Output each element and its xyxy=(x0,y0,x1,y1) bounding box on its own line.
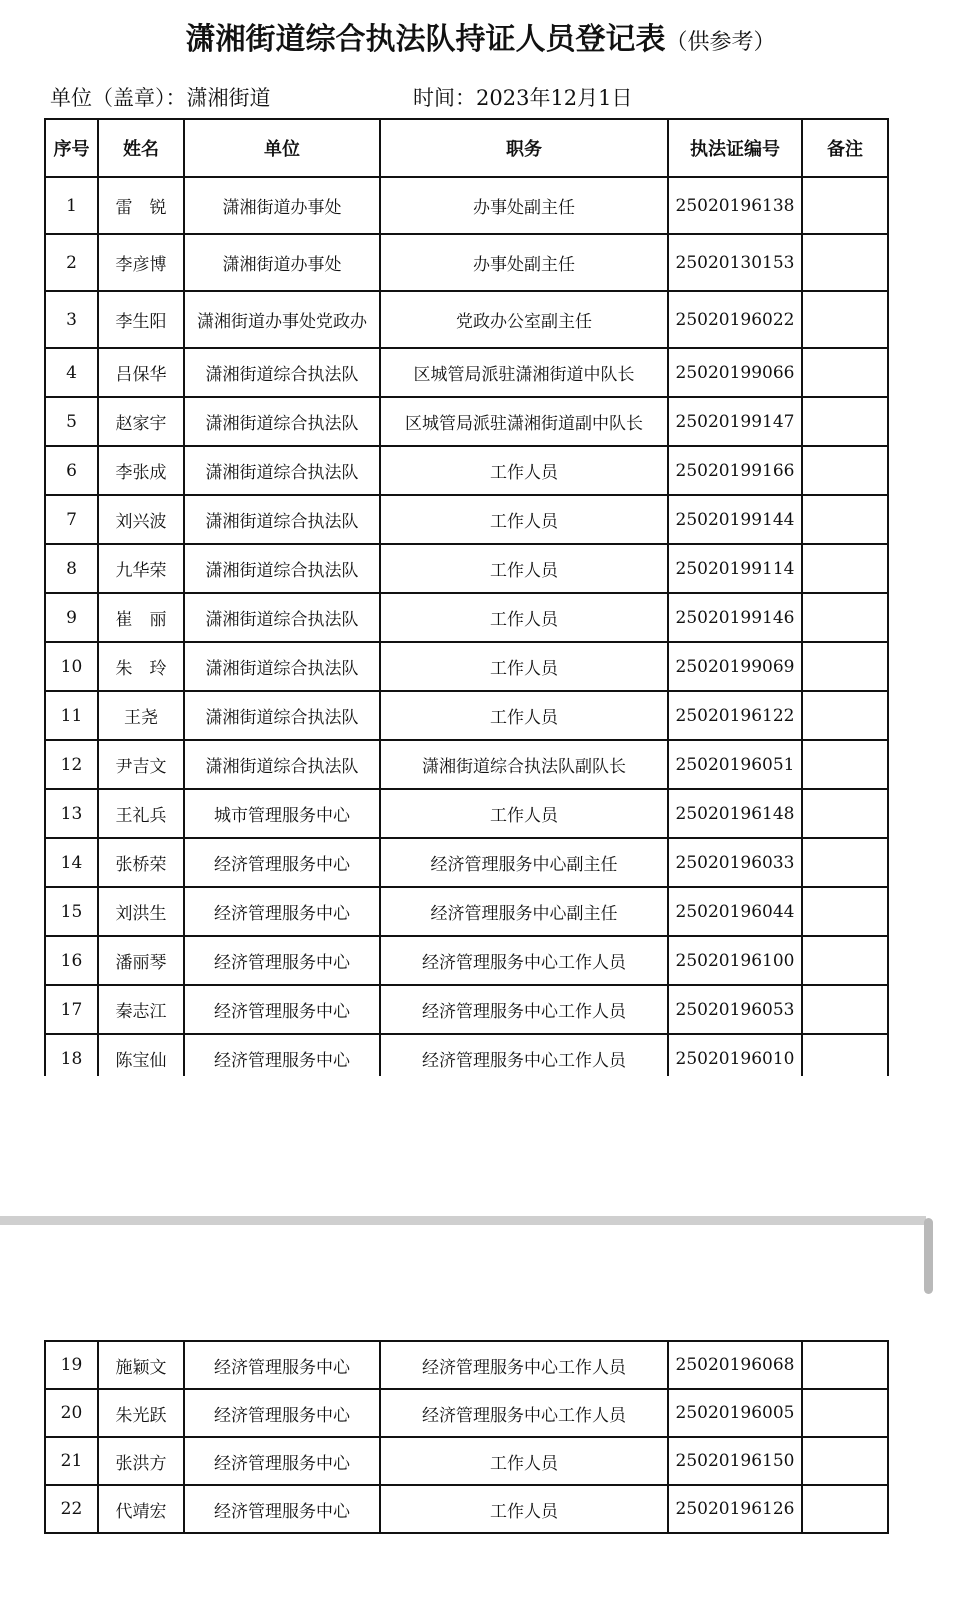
cell-remark xyxy=(802,789,888,838)
cell-position: 经济管理服务中心工作人员 xyxy=(380,1341,668,1389)
cell-cert: 25020196068 xyxy=(668,1341,802,1389)
table-row xyxy=(45,691,888,740)
cell-remark xyxy=(802,936,888,985)
cell-unit: 潇湘街道综合执法队 xyxy=(184,593,380,642)
cell-name: 代靖宏 xyxy=(98,1485,184,1533)
cell-remark xyxy=(802,446,888,495)
cell-name: 张洪方 xyxy=(98,1437,184,1485)
cell-remark xyxy=(802,838,888,887)
cell-unit: 经济管理服务中心 xyxy=(184,936,380,985)
cell-position: 党政办公室副主任 xyxy=(380,291,668,348)
table-row xyxy=(45,544,888,593)
cell-position: 工作人员 xyxy=(380,1485,668,1533)
cell-no: 11 xyxy=(45,691,98,740)
cell-cert: 25020196150 xyxy=(668,1437,802,1485)
table-header-row xyxy=(45,119,888,177)
cell-remark xyxy=(802,291,888,348)
cell-unit: 潇湘街道综合执法队 xyxy=(184,642,380,691)
cell-cert: 25020196051 xyxy=(668,740,802,789)
cell-no: 14 xyxy=(45,838,98,887)
cell-cert: 25020196122 xyxy=(668,691,802,740)
unit-value: 潇湘街道 xyxy=(186,86,271,110)
cell-cert: 25020196148 xyxy=(668,789,802,838)
cell-remark xyxy=(802,691,888,740)
cell-name: 朱光跃 xyxy=(98,1389,184,1437)
cell-remark xyxy=(802,397,888,446)
cell-unit: 潇湘街道综合执法队 xyxy=(184,446,380,495)
header-remark: 备注 xyxy=(802,119,888,177)
time-line xyxy=(413,82,633,112)
cell-cert: 25020199066 xyxy=(668,348,802,397)
cell-position: 工作人员 xyxy=(380,593,668,642)
cell-no: 4 xyxy=(45,348,98,397)
cell-remark xyxy=(802,544,888,593)
cell-name: 王礼兵 xyxy=(98,789,184,838)
cell-name: 崔 丽 xyxy=(98,593,184,642)
cell-remark xyxy=(802,348,888,397)
table-row xyxy=(45,887,888,936)
table-row xyxy=(45,642,888,691)
cell-remark xyxy=(802,740,888,789)
cell-position: 经济管理服务中心工作人员 xyxy=(380,1389,668,1437)
cell-position: 区城管局派驻潇湘街道中队长 xyxy=(380,348,668,397)
cell-name: 李彦博 xyxy=(98,234,184,291)
cell-remark xyxy=(802,177,888,234)
cell-no: 9 xyxy=(45,593,98,642)
cell-cert: 25020196022 xyxy=(668,291,802,348)
unit-label: 单位（盖章）： xyxy=(50,86,187,110)
table-row xyxy=(45,789,888,838)
cell-cert: 25020196100 xyxy=(668,936,802,985)
cell-position: 区城管局派驻潇湘街道副中队长 xyxy=(380,397,668,446)
cell-unit: 经济管理服务中心 xyxy=(184,1437,380,1485)
cell-name: 雷 锐 xyxy=(98,177,184,234)
cell-remark xyxy=(802,1437,888,1485)
cell-no: 6 xyxy=(45,446,98,495)
cell-remark xyxy=(802,642,888,691)
cell-no: 8 xyxy=(45,544,98,593)
cell-cert: 25020196138 xyxy=(668,177,802,234)
cell-name: 刘洪生 xyxy=(98,887,184,936)
cell-unit: 潇湘街道办事处 xyxy=(184,234,380,291)
cell-no: 7 xyxy=(45,495,98,544)
cell-no: 18 xyxy=(45,1034,98,1083)
cell-remark xyxy=(802,234,888,291)
page-gap xyxy=(0,1076,961,1340)
cell-no: 16 xyxy=(45,936,98,985)
cell-unit: 潇湘街道综合执法队 xyxy=(184,691,380,740)
cell-name: 施颖文 xyxy=(98,1341,184,1389)
cell-unit: 经济管理服务中心 xyxy=(184,1034,380,1083)
cell-name: 尹吉文 xyxy=(98,740,184,789)
registry-table xyxy=(44,118,889,1084)
cell-position: 办事处副主任 xyxy=(380,177,668,234)
cell-no: 15 xyxy=(45,887,98,936)
table-row xyxy=(45,495,888,544)
table-row xyxy=(45,1389,888,1437)
cell-name: 陈宝仙 xyxy=(98,1034,184,1083)
header-unit: 单位 xyxy=(184,119,380,177)
cell-cert: 25020196053 xyxy=(668,985,802,1034)
cell-no: 22 xyxy=(45,1485,98,1533)
registry-table-continued xyxy=(44,1340,889,1534)
cell-no: 3 xyxy=(45,291,98,348)
title-note: （供参考） xyxy=(665,30,776,55)
cell-no: 5 xyxy=(45,397,98,446)
cell-remark xyxy=(802,887,888,936)
cell-unit: 潇湘街道办事处党政办 xyxy=(184,291,380,348)
cell-position: 工作人员 xyxy=(380,544,668,593)
cell-position: 潇湘街道综合执法队副队长 xyxy=(380,740,668,789)
cell-name: 九华荣 xyxy=(98,544,184,593)
cell-unit: 潇湘街道综合执法队 xyxy=(184,348,380,397)
cell-name: 潘丽琴 xyxy=(98,936,184,985)
cell-name: 朱 玲 xyxy=(98,642,184,691)
cell-unit: 城市管理服务中心 xyxy=(184,789,380,838)
table-row xyxy=(45,1437,888,1485)
cell-unit: 潇湘街道综合执法队 xyxy=(184,740,380,789)
cell-remark xyxy=(802,1341,888,1389)
cell-name: 李张成 xyxy=(98,446,184,495)
cell-unit: 经济管理服务中心 xyxy=(184,985,380,1034)
cell-no: 17 xyxy=(45,985,98,1034)
cell-cert: 25020199166 xyxy=(668,446,802,495)
table-row xyxy=(45,740,888,789)
cell-position: 办事处副主任 xyxy=(380,234,668,291)
cell-name: 李生阳 xyxy=(98,291,184,348)
scrollbar-thumb[interactable] xyxy=(924,1218,933,1294)
time-label: 时间： xyxy=(413,86,476,110)
cell-no: 12 xyxy=(45,740,98,789)
cell-cert: 25020196010 xyxy=(668,1034,802,1083)
header-cert: 执法证编号 xyxy=(668,119,802,177)
time-value: 2023年12月1日 xyxy=(476,86,633,110)
table-row xyxy=(45,291,888,348)
table-row xyxy=(45,348,888,397)
cell-position: 工作人员 xyxy=(380,1437,668,1485)
cell-unit: 经济管理服务中心 xyxy=(184,1485,380,1533)
cell-cert: 25020196005 xyxy=(668,1389,802,1437)
header-no: 序号 xyxy=(45,119,98,177)
cell-remark xyxy=(802,985,888,1034)
cell-unit: 潇湘街道综合执法队 xyxy=(184,397,380,446)
header-name: 姓名 xyxy=(98,119,184,177)
cell-cert: 25020196126 xyxy=(668,1485,802,1533)
cell-remark xyxy=(802,593,888,642)
cell-cert: 25020130153 xyxy=(668,234,802,291)
cell-no: 13 xyxy=(45,789,98,838)
cell-cert: 25020199147 xyxy=(668,397,802,446)
cell-position: 工作人员 xyxy=(380,642,668,691)
cell-position: 经济管理服务中心工作人员 xyxy=(380,1034,668,1083)
page-divider xyxy=(0,1216,926,1225)
cell-unit: 经济管理服务中心 xyxy=(184,838,380,887)
cell-position: 经济管理服务中心副主任 xyxy=(380,838,668,887)
cell-position: 经济管理服务中心副主任 xyxy=(380,887,668,936)
header-position: 职务 xyxy=(380,119,668,177)
cell-cert: 25020199146 xyxy=(668,593,802,642)
cell-unit: 潇湘街道综合执法队 xyxy=(184,544,380,593)
cell-unit: 潇湘街道办事处 xyxy=(184,177,380,234)
unit-line xyxy=(50,82,271,112)
cell-position: 经济管理服务中心工作人员 xyxy=(380,985,668,1034)
cell-name: 秦志江 xyxy=(98,985,184,1034)
cell-cert: 25020196033 xyxy=(668,838,802,887)
table-row xyxy=(45,397,888,446)
cell-no: 21 xyxy=(45,1437,98,1485)
cell-remark xyxy=(802,1485,888,1533)
cell-name: 张桥荣 xyxy=(98,838,184,887)
cell-unit: 经济管理服务中心 xyxy=(184,1389,380,1437)
cell-cert: 25020199069 xyxy=(668,642,802,691)
cell-no: 2 xyxy=(45,234,98,291)
cell-no: 20 xyxy=(45,1389,98,1437)
cell-no: 1 xyxy=(45,177,98,234)
cell-unit: 经济管理服务中心 xyxy=(184,887,380,936)
cell-no: 10 xyxy=(45,642,98,691)
cell-unit: 潇湘街道综合执法队 xyxy=(184,495,380,544)
table-row xyxy=(45,1341,888,1389)
cell-name: 刘兴波 xyxy=(98,495,184,544)
cell-cert: 25020196044 xyxy=(668,887,802,936)
cell-no: 19 xyxy=(45,1341,98,1389)
table-row xyxy=(45,936,888,985)
document-title xyxy=(0,14,961,58)
cell-cert: 25020199144 xyxy=(668,495,802,544)
table-row xyxy=(45,838,888,887)
table-row xyxy=(45,177,888,234)
cell-position: 经济管理服务中心工作人员 xyxy=(380,936,668,985)
cell-remark xyxy=(802,495,888,544)
cell-position: 工作人员 xyxy=(380,495,668,544)
cell-cert: 25020199114 xyxy=(668,544,802,593)
table-row xyxy=(45,1485,888,1533)
cell-name: 王尧 xyxy=(98,691,184,740)
table-row xyxy=(45,593,888,642)
table-row xyxy=(45,985,888,1034)
table-row xyxy=(45,234,888,291)
cell-position: 工作人员 xyxy=(380,446,668,495)
cell-position: 工作人员 xyxy=(380,691,668,740)
cell-position: 工作人员 xyxy=(380,789,668,838)
cell-name: 赵家宇 xyxy=(98,397,184,446)
title-text: 潇湘街道综合执法队持证人员登记表 xyxy=(185,22,666,57)
table-row xyxy=(45,446,888,495)
cell-remark xyxy=(802,1389,888,1437)
cell-name: 吕保华 xyxy=(98,348,184,397)
cell-unit: 经济管理服务中心 xyxy=(184,1341,380,1389)
